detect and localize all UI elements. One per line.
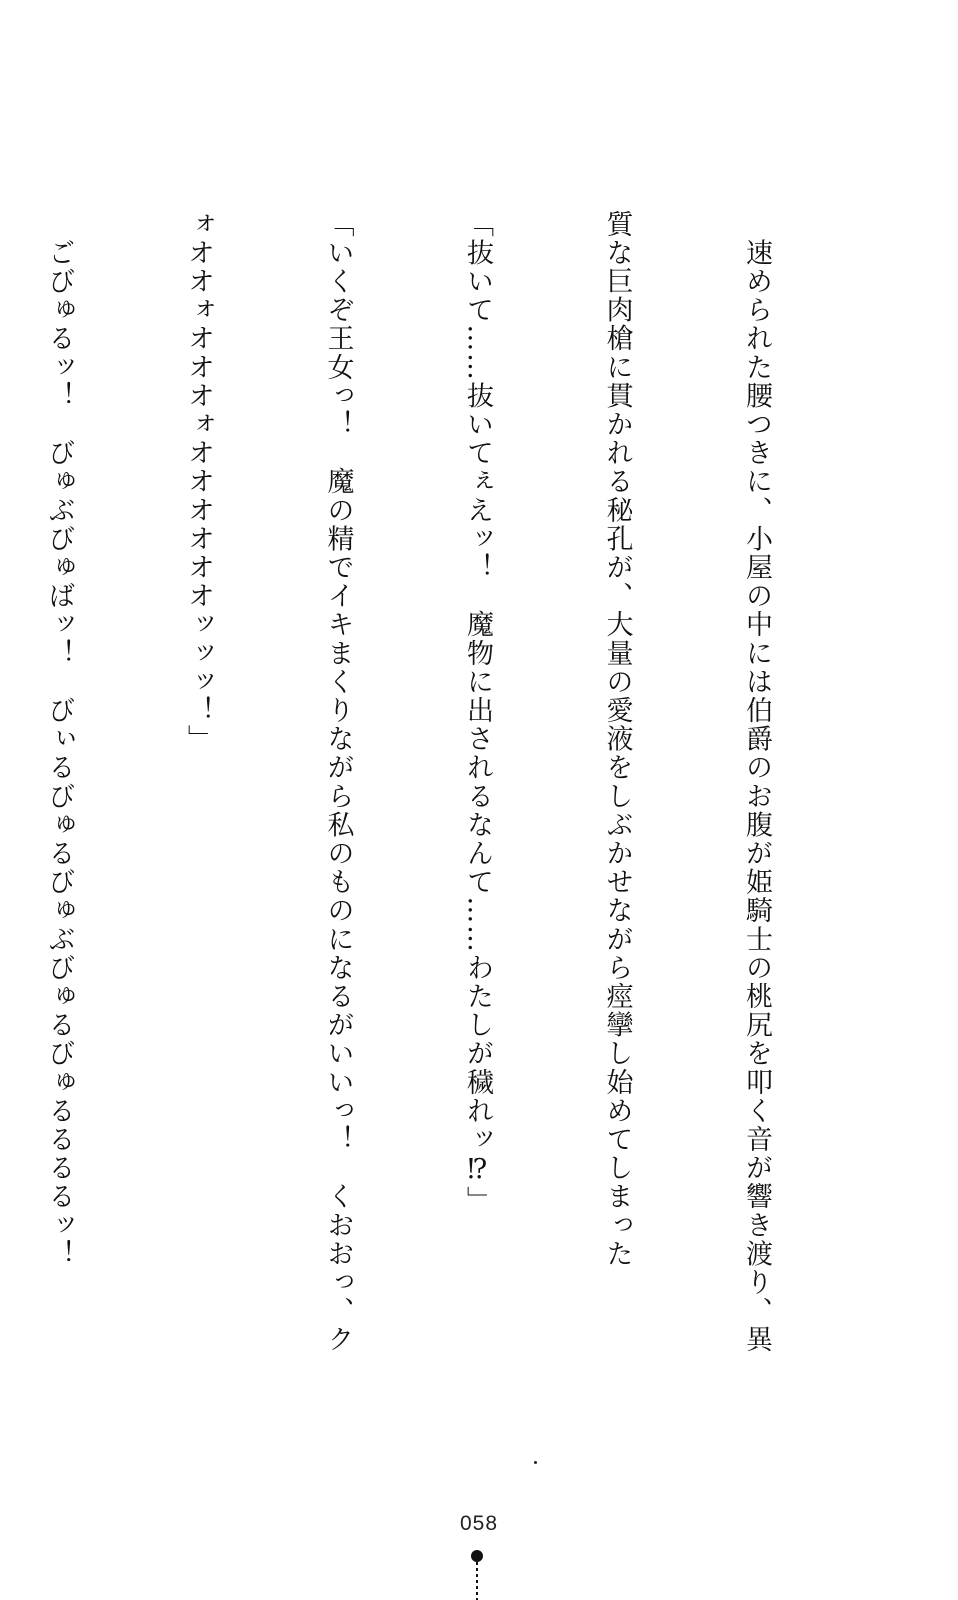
text-line-3: 「抜いて……抜いてぇえッ！ 魔物に出されるなんて……わたしが穢れッ⁉」 — [462, 210, 493, 1215]
vertical-text-block — [0, 210, 872, 1354]
text-line-5: ォオオォオオオォオオオオオオッッッ！」 — [183, 210, 214, 754]
small-dot-mark — [534, 1461, 537, 1464]
footer-ornament-dot-icon — [471, 1550, 483, 1562]
text-line-4: 「いくぞ王女っ！ 魔の精でイキまくりながら私のものになるがいいっ！ くおおっ、ク — [322, 210, 354, 1354]
text-line-2: 質な巨肉槍に貫かれる秘孔が、大量の愛液をしぶかせながら痙攣し始めてしまった — [601, 210, 633, 1269]
page-number: 058 — [459, 1512, 499, 1535]
footer-ornament-line — [476, 1562, 478, 1600]
text-line-1: 速められた腰つきに、小屋の中には伯爵のお腹が姫騎士の桃尻を叩く音が響き渡り、異 — [741, 210, 772, 1354]
text-line-6: ごびゅるッ！ びゅぶびゅばッ！ びぃるびゅるびゅぶびゅるびゅるるるるッ！ — [43, 210, 75, 1269]
